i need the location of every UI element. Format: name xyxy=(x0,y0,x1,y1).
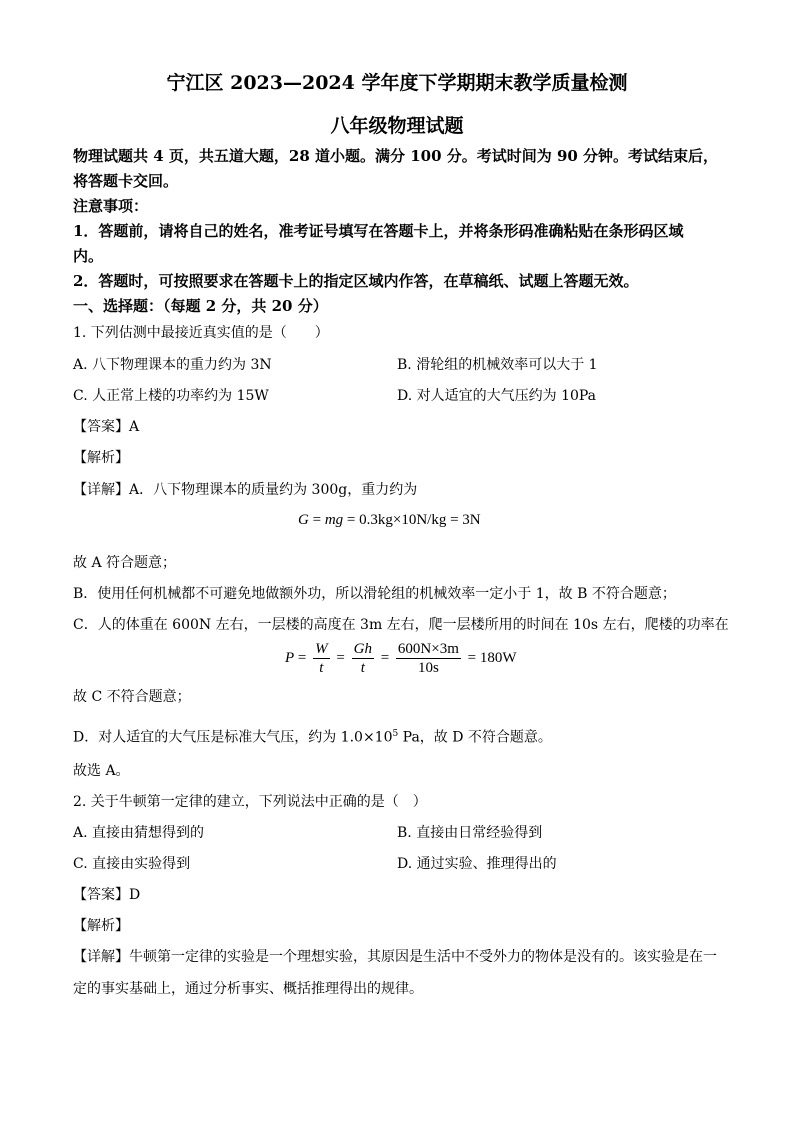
formula2-result: 180W xyxy=(479,650,517,666)
formula2-lhs: P xyxy=(285,650,295,666)
formula1-lhs: G xyxy=(298,512,309,528)
q1-detail-c: C．人的体重在 600N 左右，一层楼的高度在 3m 左右，爬一层楼所用的时间在 10s 左右，爬楼的功率在 xyxy=(73,617,729,633)
q1-option-d: D. 对人适宜的大气压约为 10Pa xyxy=(397,388,597,404)
q2-answer: D xyxy=(129,887,141,903)
q2-option-c: C. 直接由实验得到 xyxy=(73,856,191,872)
q1-option-a: A. 八下物理课本的重力约为 3N xyxy=(73,357,272,373)
answer-tag: 【答案】 xyxy=(73,887,129,903)
answer-tag: 【答案】 xyxy=(73,419,129,435)
intro-line-1: 物理试题共 4 页，共五道大题，28 道小题。满分 100 分。考试时间为 90 分钟。考试结束后， xyxy=(73,147,719,165)
detail-tag: 【详解】 xyxy=(73,949,129,965)
detail-tag: 【详解】 xyxy=(73,482,129,498)
q2-detail-line-2: 定的事实基础上，通过分析事实、概括推理得出的规律。 xyxy=(73,981,423,997)
q2-answer-line xyxy=(73,886,140,904)
exam-subtitle: 八年级物理试题 xyxy=(330,115,464,137)
section-heading: 一、选择题：（每题 2 分，共 20 分） xyxy=(73,297,328,315)
q2-option-a: A. 直接由猜想得到的 xyxy=(73,825,205,841)
exam-title: 宁江区 2023—2024 学年度下学期期末教学质量检测 xyxy=(166,72,628,94)
formula1-mid: mg xyxy=(324,512,344,528)
notice-2: 2．答题时，可按照要求在答题卡上的指定区域内作答，在草稿纸、试题上答题无效。 xyxy=(73,272,639,290)
notice-title: 注意事项： xyxy=(73,197,149,215)
q1-detail-a-text: A．八下物理课本的质量约为 300g，重力约为 xyxy=(129,482,418,498)
q2-stem: 2. 关于牛顿第一定律的建立，下列说法中正确的是（ ） xyxy=(73,794,427,810)
fraction-values: $\frac{600N\times 3m}{10s}$ xyxy=(397,641,459,676)
q1-stem: 1. 下列估测中最接近真实值的是（ ） xyxy=(73,325,329,341)
q1-detail-d: D．对人适宜的大气压是标准大气压，约为 $1.0\times 10^5$ Pa，故 D 不符合题意。 xyxy=(73,729,552,746)
notice-1-line-1: 1．答题前，请将自己的姓名，准考证号填写在答题卡上，并将条形码准确粘贴在条形码区域 xyxy=(73,222,684,240)
formula-gravity: G = mg = 0.3kg×10N/kg = 3N xyxy=(298,512,481,528)
formula-power: P = $\frac{W}{t}$ = $\frac{Gh}{t}$ = $\frac{600N\times 3m}{10s}$ = 180W xyxy=(285,641,517,676)
q1-option-c: C. 人正常上楼的功率约为 15W xyxy=(73,388,269,404)
q1-detail-b: B．使用任何机械都不可避免地做额外功，所以滑轮组的机械效率一定小于 1，故 B 不符合题意； xyxy=(73,586,676,602)
q2-detail-line-1: 【详解】牛顿第一定律的实验是一个理想实验，其原因是生活中不受外力的物体是没有的。该实验是在一 xyxy=(73,949,717,965)
q1-detail-a xyxy=(73,481,417,499)
q1-answer-line xyxy=(73,418,139,436)
q1-final: 故选 A。 xyxy=(73,763,130,779)
formula1-rhs: 0.3kg×10N/kg = 3N xyxy=(359,512,481,528)
intro-line-2: 将答题卡交回。 xyxy=(73,172,179,190)
q1-answer: A xyxy=(129,419,140,435)
q1-conclusion-a: 故 A 符合题意； xyxy=(73,555,177,571)
q1-analysis-tag: 【解析】 xyxy=(73,450,129,466)
q1-option-b: B. 滑轮组的机械效率可以大于 1 xyxy=(397,357,598,373)
q2-analysis-tag: 【解析】 xyxy=(73,918,129,934)
q2-option-b: B. 直接由日常经验得到 xyxy=(397,825,543,841)
q1-conclusion-c: 故 C 不符合题意； xyxy=(73,689,191,705)
q2-option-d: D. 通过实验、推理得出的 xyxy=(397,856,557,872)
fraction-gh-t: $\frac{Gh}{t}$ xyxy=(353,641,372,676)
exponent: 5 xyxy=(392,729,399,739)
notice-1-line-2: 内。 xyxy=(73,247,104,265)
fraction-w-t: $\frac{W}{t}$ xyxy=(315,641,328,676)
